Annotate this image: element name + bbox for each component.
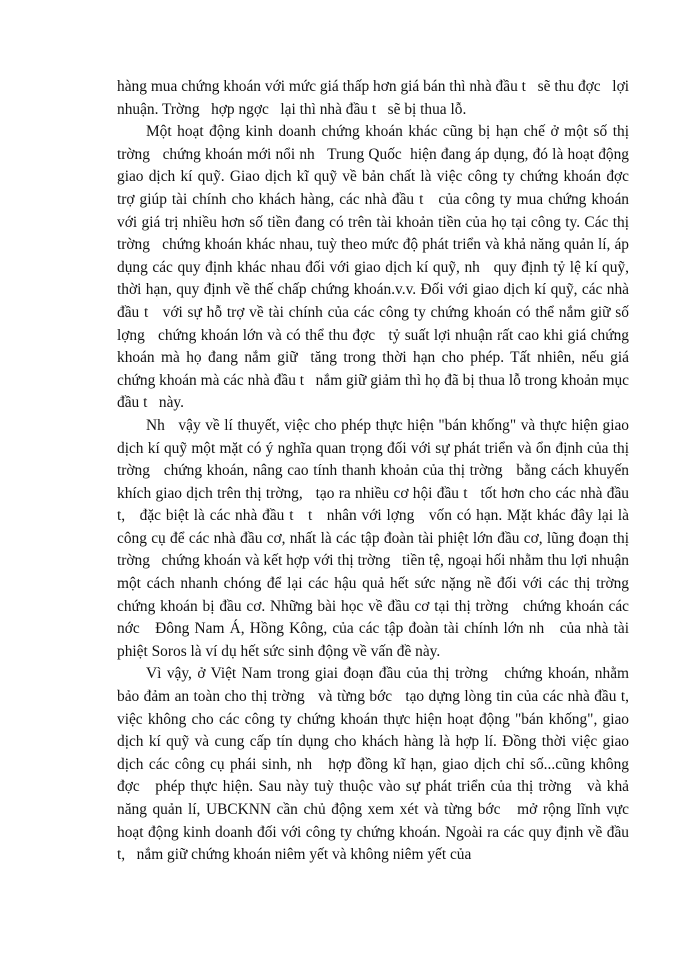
paragraph-vietnam-policy: Vì vậy, ở Việt Nam trong giai đoạn đầu của thị trờng chứng khoán, nhằm bảo đảm an toàn cho thị trờng và từng bớc tạo dựng lòng tin của các nhà đầu t, việc không cho các công ty chứng khoán thực hiện hoạt động "bán khống", giao dịch kí quỹ và cung cấp tín dụng cho khách hàng là hợp lí. Đồng thời việc giao dịch các công cụ phái sinh, nh hợp đồng kĩ hạn, giao dịch chỉ số...cũng không đợc phép thực hiện. Sau này tuỳ thuộc vào sự phát triển của thị trờng và khả năng quản lí, UBCKNN cần chủ động xem xét và từng bớc mở rộng lĩnh vực hoạt động kinh doanh đối với công ty chứng khoán. Ngoài ra các quy định về đầu t, nắm giữ chứng khoán niêm yết và không niêm yết của — [117, 665, 641, 864]
body-text — [117, 76, 641, 867]
paragraph-margin-trading: Một hoạt động kinh doanh chứng khoán khác cũng bị hạn chế ở một số thị trờng chứng khoán mới nổi nh Trung Quốc hiện đang áp dụng, đó là hoạt động giao dịch kí quỹ. Giao dịch kĩ quỹ về bản chất là việc công ty chứng khoán đợc trợ giúp tài chính cho khách hàng, các nhà đầu t của công ty mua chứng khoán với giá trị nhiều hơn số tiền đang có trên tài khoản tiền của họ tại công ty. Các thị trờng chứng khoán khác nhau, tuỳ theo mức độ phát triển và khả năng quản lí, áp dụng các quy định khác nhau đối với giao dịch kí quỹ, nh quy định tỷ lệ kí quỹ, thời hạn, quy định về thế chấp chứng khoán.v.v. Đối với giao dịch kí quỹ, các nhà đầu t với sự hỗ trợ về tài chính của các công ty chứng khoán có thể nắm giữ số lợng chứng khoán lớn và có thể thu đợc tỷ suất lợi nhuận rất cao khi giá chứng khoán mà họ đang nắm giữ tăng trong thời hạn cho phép. Tất nhiên, nếu giá chứng khoán mà các nhà đầu t nắm giữ giảm thì họ đã bị thua lỗ trong khoản mục đầu t này. — [117, 123, 641, 412]
paragraph-short-selling-theory: Nh vậy về lí thuyết, việc cho phép thực hiện "bán khống" và thực hiện giao dịch kí quỹ một mặt có ý nghĩa quan trọng đối với sự phát triển và ổn định của thị trờng chứng khoán, nâng cao tính thanh khoản của thị trờng bằng cách khuyến khích giao dịch trên thị trờng, tạo ra nhiều cơ hội đầu t tốt hơn cho các nhà đầu t, đặc biệt là các nhà đầu t t nhân với lợng vốn có hạn. Mặt khác đây lại là công cụ để các nhà đầu cơ, nhất là các tập đoàn tài phiệt lớn đầu cơ, lũng đoạn thị trờng chứng khoán và kết hợp với thị trờng tiền tệ, ngoại hối nhằm thu lợi nhuận một cách nhanh chóng để lại các hậu quả hết sức nặng nề đối với các thị trờng chứng khoán bị đầu cơ. Những bài học về đầu cơ tại thị trờng chứng khoán các nớc Đông Nam Á, Hồng Kông, của các tập đoàn tài chính lớn nh của nhà tài phiệt Soros là ví dụ hết sức sinh động về vấn đề này. — [117, 416, 641, 660]
paragraph-continued: hàng mua chứng khoán với mức giá thấp hơn giá bán thì nhà đầu t sẽ thu đợc lợi nhuận. Trờng hợp ngợc lại thì nhà đầu t sẽ bị thua lỗ. — [117, 78, 633, 118]
